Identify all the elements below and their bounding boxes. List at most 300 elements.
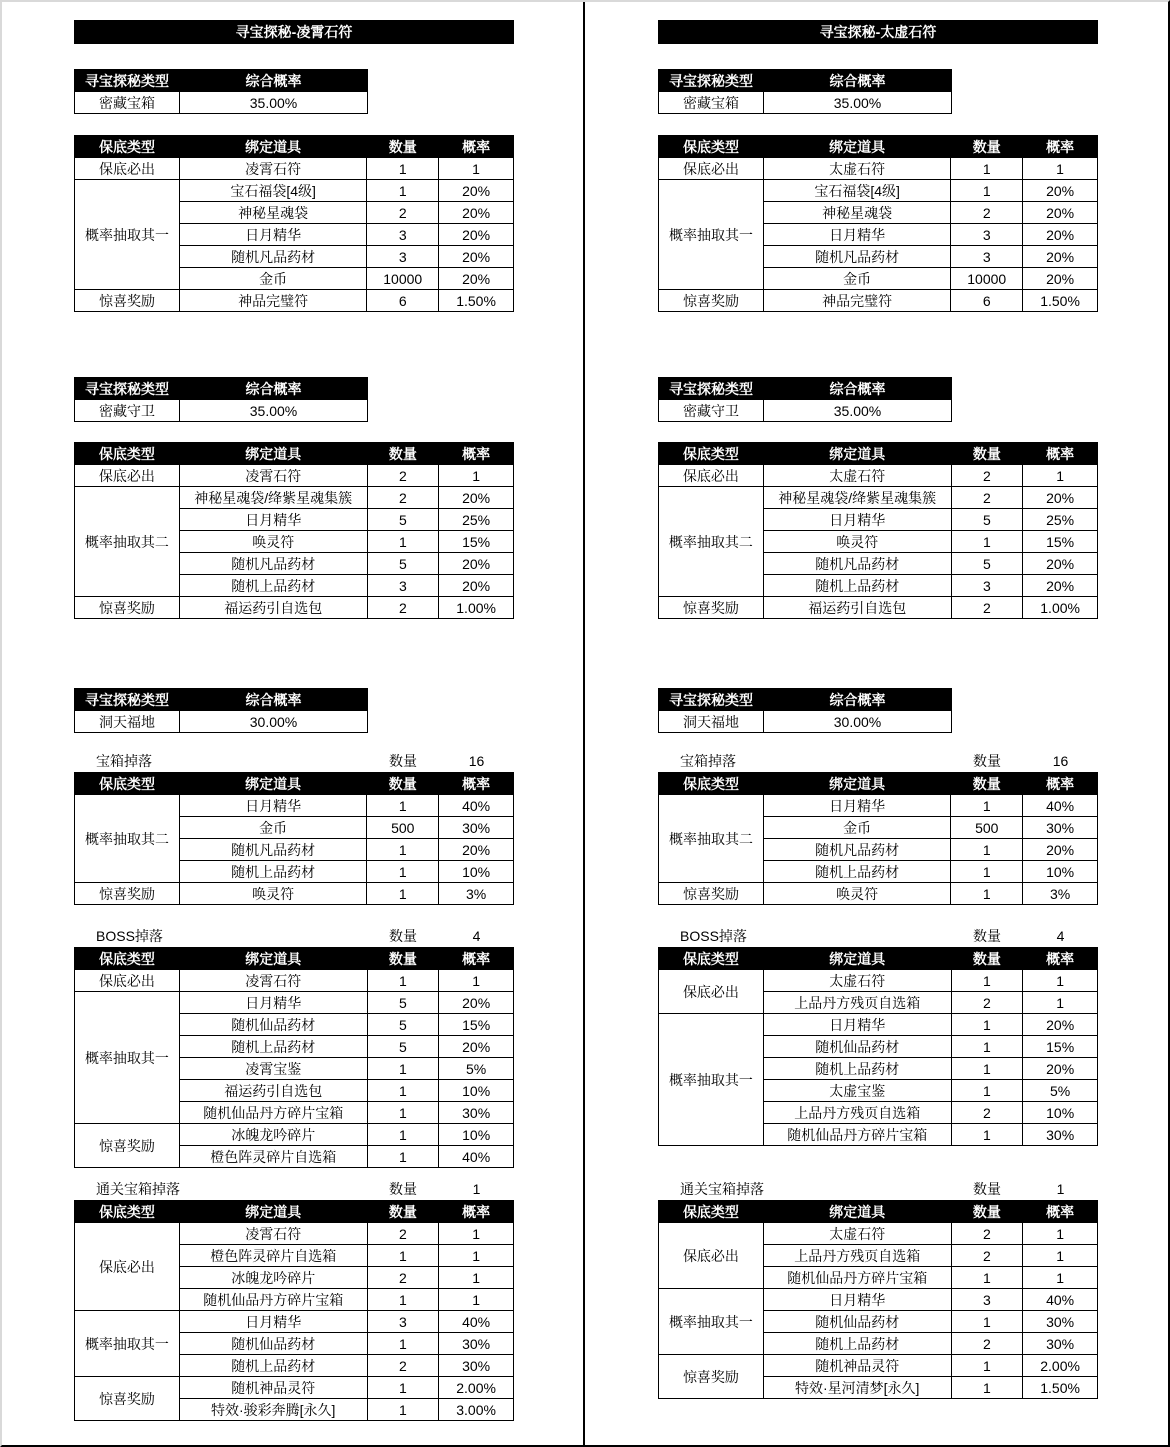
loot-header-row bbox=[75, 773, 514, 795]
loot-row bbox=[75, 883, 514, 905]
qty-cell: 1 bbox=[951, 1355, 1023, 1377]
summary-header-cell: 综合概率 bbox=[764, 378, 952, 400]
group-label-cell: 概率抽取其二 bbox=[75, 795, 180, 883]
section-loot bbox=[658, 772, 1098, 905]
summary-header-cell: 寻宝探秘类型 bbox=[659, 70, 764, 92]
loot-header-cell: 数量 bbox=[367, 136, 439, 158]
prob-cell: 30% bbox=[439, 1333, 514, 1355]
group-label-cell: 惊喜奖励 bbox=[659, 597, 764, 619]
qty-cell: 2 bbox=[367, 1355, 439, 1377]
qty-cell: 2 bbox=[951, 1333, 1023, 1355]
overall-probability-cell: 35.00% bbox=[764, 400, 952, 422]
quantity-value: 16 bbox=[468, 753, 485, 769]
loot-header-cell: 数量 bbox=[951, 1201, 1023, 1223]
qty-cell: 6 bbox=[367, 290, 439, 312]
qty-cell: 10000 bbox=[367, 268, 439, 290]
prob-cell: 2.00% bbox=[439, 1377, 514, 1399]
qty-cell: 1 bbox=[951, 861, 1023, 883]
item-cell: 随机凡品药材 bbox=[179, 246, 366, 268]
prob-cell: 25% bbox=[1023, 509, 1098, 531]
item-cell: 神秘星魂袋 bbox=[179, 202, 366, 224]
loot-header-cell: 概率 bbox=[1023, 1201, 1098, 1223]
summary-table bbox=[74, 69, 368, 114]
treasure-type-cell: 密藏守卫 bbox=[659, 400, 764, 422]
loot-header-cell: 概率 bbox=[1023, 136, 1098, 158]
item-cell: 日月精华 bbox=[179, 224, 366, 246]
loot-header-cell: 绑定道具 bbox=[179, 1201, 367, 1223]
loot-table bbox=[74, 947, 514, 1168]
item-cell: 日月精华 bbox=[763, 1289, 951, 1311]
item-cell: 随机仙品丹方碎片宝箱 bbox=[763, 1267, 951, 1289]
prob-cell: 20% bbox=[439, 487, 514, 509]
item-cell: 太虚石符 bbox=[763, 158, 950, 180]
qty-cell: 500 bbox=[951, 817, 1023, 839]
prob-cell: 10% bbox=[1023, 861, 1098, 883]
summary-header-cell: 综合概率 bbox=[764, 70, 952, 92]
drop-source-label: 宝箱掉落 bbox=[680, 753, 736, 769]
qty-cell: 2 bbox=[951, 487, 1023, 509]
loot-row bbox=[659, 487, 1098, 509]
prob-cell: 20% bbox=[1023, 202, 1098, 224]
loot-header-cell: 保底类型 bbox=[659, 443, 764, 465]
loot-header-cell: 数量 bbox=[367, 773, 439, 795]
qty-cell: 1 bbox=[951, 1267, 1023, 1289]
section-caption bbox=[74, 925, 514, 947]
qty-cell: 1 bbox=[367, 1245, 439, 1267]
group-label-cell: 惊喜奖励 bbox=[75, 290, 180, 312]
qty-cell: 2 bbox=[367, 487, 439, 509]
qty-cell: 5 bbox=[951, 509, 1023, 531]
summary-header-cell: 综合概率 bbox=[180, 689, 368, 711]
prob-cell: 1 bbox=[439, 158, 514, 180]
item-cell: 特效·星河清梦[永久] bbox=[763, 1377, 951, 1399]
prob-cell: 20% bbox=[1023, 839, 1098, 861]
group-label-cell: 概率抽取其一 bbox=[75, 1311, 180, 1377]
group-label-cell: 惊喜奖励 bbox=[75, 1377, 180, 1421]
section-caption bbox=[658, 925, 1098, 947]
loot-row bbox=[659, 1355, 1098, 1377]
summary-header-cell: 寻宝探秘类型 bbox=[75, 689, 180, 711]
item-cell: 太虚宝鉴 bbox=[763, 1080, 951, 1102]
group-label-cell: 概率抽取其一 bbox=[75, 992, 180, 1124]
qty-cell: 2 bbox=[367, 1223, 439, 1245]
summary-header-cell: 综合概率 bbox=[180, 378, 368, 400]
loot-row bbox=[659, 1223, 1098, 1245]
group-label-cell: 保底必出 bbox=[75, 465, 180, 487]
summary-header-cell: 寻宝探秘类型 bbox=[659, 378, 764, 400]
prob-cell: 5% bbox=[1023, 1080, 1098, 1102]
loot-table bbox=[74, 772, 514, 905]
summary-table bbox=[74, 377, 368, 422]
quantity-label: 数量 bbox=[389, 928, 417, 944]
item-cell: 随机凡品药材 bbox=[179, 553, 367, 575]
item-cell: 金币 bbox=[763, 817, 950, 839]
summary-header-row bbox=[75, 70, 368, 92]
item-cell: 上品丹方残页自选箱 bbox=[763, 1245, 951, 1267]
section-summary bbox=[74, 688, 514, 733]
drop-source-label: 通关宝箱掉落 bbox=[680, 1181, 764, 1197]
loot-row bbox=[659, 158, 1098, 180]
prob-cell: 3.00% bbox=[439, 1399, 514, 1421]
section-caption bbox=[658, 1178, 1098, 1200]
prob-cell: 1 bbox=[439, 465, 514, 487]
item-cell: 唤灵符 bbox=[179, 883, 366, 905]
qty-cell: 6 bbox=[951, 290, 1023, 312]
item-cell: 随机上品药材 bbox=[763, 575, 951, 597]
section-summary bbox=[658, 688, 1098, 733]
summary-header-row bbox=[659, 70, 952, 92]
prob-cell: 20% bbox=[439, 575, 514, 597]
prob-cell: 15% bbox=[1023, 1036, 1098, 1058]
loot-row bbox=[659, 597, 1098, 619]
prob-cell: 3% bbox=[439, 883, 514, 905]
qty-cell: 3 bbox=[367, 575, 439, 597]
item-cell: 金币 bbox=[179, 268, 366, 290]
item-cell: 太虚石符 bbox=[763, 465, 951, 487]
qty-cell: 2 bbox=[367, 597, 439, 619]
prob-cell: 1.00% bbox=[1023, 597, 1098, 619]
prob-cell: 25% bbox=[439, 509, 514, 531]
item-cell: 宝石福袋[4级] bbox=[763, 180, 950, 202]
loot-header-cell: 数量 bbox=[367, 1201, 439, 1223]
qty-cell: 1 bbox=[367, 1124, 439, 1146]
loot-row bbox=[659, 180, 1098, 202]
qty-cell: 500 bbox=[367, 817, 439, 839]
item-cell: 日月精华 bbox=[179, 1311, 367, 1333]
item-cell: 福运药引自选包 bbox=[179, 597, 367, 619]
prob-cell: 20% bbox=[1023, 1058, 1098, 1080]
drop-caption-row bbox=[74, 925, 514, 947]
loot-table bbox=[658, 947, 1098, 1146]
loot-row bbox=[75, 1311, 514, 1333]
qty-cell: 1 bbox=[367, 1058, 439, 1080]
quantity-value: 1 bbox=[472, 1181, 481, 1197]
group-label-cell: 惊喜奖励 bbox=[659, 1355, 764, 1399]
section-summary bbox=[74, 377, 514, 422]
prob-cell: 40% bbox=[1023, 795, 1098, 817]
loot-header-cell: 保底类型 bbox=[75, 443, 180, 465]
prob-cell: 1 bbox=[439, 970, 514, 992]
qty-cell: 1 bbox=[951, 1377, 1023, 1399]
qty-cell: 10000 bbox=[951, 268, 1023, 290]
group-label-cell: 保底必出 bbox=[659, 158, 764, 180]
qty-cell: 1 bbox=[367, 839, 439, 861]
item-cell: 随机上品药材 bbox=[179, 1355, 367, 1377]
group-label-cell: 概率抽取其一 bbox=[659, 1014, 764, 1146]
prob-cell: 20% bbox=[1023, 487, 1098, 509]
qty-cell: 1 bbox=[951, 180, 1023, 202]
drop-caption-row bbox=[658, 750, 1098, 772]
summary-header-row bbox=[75, 689, 368, 711]
item-cell: 神秘星魂袋/绛紫星魂集簇 bbox=[763, 487, 951, 509]
drop-source-label: BOSS掉落 bbox=[680, 928, 747, 944]
drop-caption-row bbox=[74, 750, 514, 772]
item-cell: 随机仙品丹方碎片宝箱 bbox=[179, 1289, 367, 1311]
qty-cell: 2 bbox=[951, 202, 1023, 224]
loot-header-row bbox=[659, 948, 1098, 970]
item-cell: 唤灵符 bbox=[763, 531, 951, 553]
summary-data-row bbox=[75, 92, 368, 114]
qty-cell: 1 bbox=[951, 1014, 1023, 1036]
prob-cell: 40% bbox=[439, 1311, 514, 1333]
sheet-title: 寻宝探秘-太虚石符 bbox=[658, 20, 1098, 44]
item-cell: 随机上品药材 bbox=[179, 861, 366, 883]
section-banner bbox=[74, 20, 514, 44]
summary-header-cell: 综合概率 bbox=[180, 70, 368, 92]
prob-cell: 1 bbox=[1023, 992, 1098, 1014]
prob-cell: 5% bbox=[439, 1058, 514, 1080]
prob-cell: 1.00% bbox=[439, 597, 514, 619]
qty-cell: 3 bbox=[367, 1311, 439, 1333]
loot-row bbox=[75, 1223, 514, 1245]
prob-cell: 1 bbox=[1023, 1245, 1098, 1267]
qty-cell: 1 bbox=[367, 861, 439, 883]
prob-cell: 30% bbox=[439, 1355, 514, 1377]
prob-cell: 1 bbox=[439, 1267, 514, 1289]
qty-cell: 1 bbox=[951, 795, 1023, 817]
loot-row bbox=[75, 970, 514, 992]
loot-header-cell: 绑定道具 bbox=[763, 443, 951, 465]
quantity-value: 16 bbox=[1052, 753, 1069, 769]
prob-cell: 20% bbox=[439, 180, 514, 202]
overall-probability-cell: 30.00% bbox=[180, 711, 368, 733]
item-cell: 福运药引自选包 bbox=[763, 597, 951, 619]
loot-header-cell: 概率 bbox=[1023, 443, 1098, 465]
loot-header-row bbox=[659, 136, 1098, 158]
section-summary bbox=[74, 69, 514, 114]
group-label-cell: 概率抽取其二 bbox=[659, 487, 764, 597]
item-cell: 金币 bbox=[763, 268, 950, 290]
qty-cell: 5 bbox=[367, 1036, 439, 1058]
summary-table bbox=[74, 688, 368, 733]
group-label-cell: 惊喜奖励 bbox=[659, 290, 764, 312]
group-label-cell: 概率抽取其二 bbox=[659, 795, 764, 883]
qty-cell: 1 bbox=[367, 1289, 439, 1311]
item-cell: 冰魄龙吟碎片 bbox=[179, 1267, 367, 1289]
qty-cell: 5 bbox=[951, 553, 1023, 575]
summary-header-cell: 寻宝探秘类型 bbox=[659, 689, 764, 711]
qty-cell: 1 bbox=[367, 180, 439, 202]
qty-cell: 1 bbox=[951, 158, 1023, 180]
item-cell: 随机仙品丹方碎片宝箱 bbox=[179, 1102, 367, 1124]
loot-header-cell: 数量 bbox=[367, 443, 439, 465]
loot-header-cell: 概率 bbox=[439, 1201, 514, 1223]
loot-header-cell: 绑定道具 bbox=[179, 136, 366, 158]
item-cell: 随机上品药材 bbox=[179, 575, 367, 597]
item-cell: 神品完璧符 bbox=[763, 290, 950, 312]
item-cell: 上品丹方残页自选箱 bbox=[763, 1102, 951, 1124]
loot-row bbox=[75, 465, 514, 487]
qty-cell: 1 bbox=[367, 1102, 439, 1124]
item-cell: 随机上品药材 bbox=[179, 1036, 367, 1058]
quantity-label: 数量 bbox=[389, 753, 417, 769]
item-cell: 日月精华 bbox=[179, 795, 366, 817]
qty-cell: 1 bbox=[367, 1399, 439, 1421]
item-cell: 凌霄石符 bbox=[179, 1223, 367, 1245]
loot-header-cell: 概率 bbox=[439, 443, 514, 465]
qty-cell: 1 bbox=[951, 531, 1023, 553]
summary-header-cell: 寻宝探秘类型 bbox=[75, 70, 180, 92]
qty-cell: 2 bbox=[951, 1223, 1023, 1245]
prob-cell: 20% bbox=[1023, 268, 1098, 290]
prob-cell: 20% bbox=[1023, 224, 1098, 246]
left-column-lingxiao bbox=[74, 2, 514, 1445]
summary-data-row bbox=[659, 92, 952, 114]
section-loot bbox=[658, 135, 1098, 312]
item-cell: 唤灵符 bbox=[763, 883, 950, 905]
loot-header-row bbox=[75, 948, 514, 970]
prob-cell: 2.00% bbox=[1023, 1355, 1098, 1377]
loot-header-cell: 数量 bbox=[367, 948, 439, 970]
prob-cell: 20% bbox=[1023, 575, 1098, 597]
section-loot bbox=[74, 442, 514, 619]
loot-header-cell: 绑定道具 bbox=[763, 773, 950, 795]
summary-table bbox=[658, 69, 952, 114]
prob-cell: 30% bbox=[439, 1102, 514, 1124]
loot-header-cell: 数量 bbox=[951, 136, 1023, 158]
loot-table bbox=[658, 442, 1098, 619]
item-cell: 金币 bbox=[179, 817, 366, 839]
overall-probability-cell: 30.00% bbox=[764, 711, 952, 733]
loot-row bbox=[659, 465, 1098, 487]
item-cell: 随机仙品药材 bbox=[179, 1014, 367, 1036]
section-loot bbox=[74, 135, 514, 312]
qty-cell: 3 bbox=[367, 246, 439, 268]
section-caption bbox=[74, 1178, 514, 1200]
qty-cell: 3 bbox=[951, 246, 1023, 268]
prob-cell: 1.50% bbox=[1023, 1377, 1098, 1399]
item-cell: 神秘星魂袋 bbox=[763, 202, 950, 224]
summary-table bbox=[658, 377, 952, 422]
right-column-taixu bbox=[658, 2, 1098, 1445]
qty-cell: 5 bbox=[367, 509, 439, 531]
loot-header-row bbox=[659, 1201, 1098, 1223]
qty-cell: 1 bbox=[367, 883, 439, 905]
treasure-type-cell: 密藏宝箱 bbox=[659, 92, 764, 114]
item-cell: 凌霄石符 bbox=[179, 970, 367, 992]
loot-header-cell: 保底类型 bbox=[75, 948, 180, 970]
item-cell: 神秘星魂袋/绛紫星魂集簇 bbox=[179, 487, 367, 509]
group-label-cell: 惊喜奖励 bbox=[659, 883, 764, 905]
section-loot bbox=[74, 947, 514, 1168]
drop-caption-row bbox=[658, 1178, 1098, 1200]
qty-cell: 1 bbox=[367, 1146, 439, 1168]
loot-header-cell: 概率 bbox=[439, 948, 514, 970]
quantity-value: 4 bbox=[1056, 928, 1065, 944]
qty-cell: 1 bbox=[367, 1333, 439, 1355]
prob-cell: 20% bbox=[439, 268, 514, 290]
section-banner bbox=[658, 20, 1098, 44]
item-cell: 日月精华 bbox=[179, 509, 367, 531]
loot-header-cell: 保底类型 bbox=[75, 1201, 180, 1223]
prob-cell: 20% bbox=[439, 553, 514, 575]
group-label-cell: 惊喜奖励 bbox=[75, 883, 180, 905]
qty-cell: 1 bbox=[951, 1058, 1023, 1080]
qty-cell: 2 bbox=[367, 202, 439, 224]
loot-row bbox=[75, 158, 514, 180]
item-cell: 凌霄石符 bbox=[179, 465, 367, 487]
item-cell: 日月精华 bbox=[763, 224, 950, 246]
loot-row bbox=[659, 1014, 1098, 1036]
item-cell: 日月精华 bbox=[179, 992, 367, 1014]
item-cell: 橙色阵灵碎片自选箱 bbox=[179, 1245, 367, 1267]
item-cell: 随机凡品药材 bbox=[179, 839, 366, 861]
prob-cell: 30% bbox=[1023, 1311, 1098, 1333]
quantity-label: 数量 bbox=[973, 1181, 1001, 1197]
loot-header-row bbox=[75, 136, 514, 158]
loot-header-cell: 数量 bbox=[951, 948, 1023, 970]
loot-header-cell: 绑定道具 bbox=[179, 443, 367, 465]
qty-cell: 2 bbox=[951, 1245, 1023, 1267]
prob-cell: 10% bbox=[439, 861, 514, 883]
section-loot bbox=[658, 442, 1098, 619]
loot-header-cell: 绑定道具 bbox=[763, 136, 950, 158]
item-cell: 日月精华 bbox=[763, 1014, 951, 1036]
prob-cell: 10% bbox=[439, 1080, 514, 1102]
item-cell: 凌霄石符 bbox=[179, 158, 366, 180]
qty-cell: 3 bbox=[367, 224, 439, 246]
qty-cell: 1 bbox=[951, 1311, 1023, 1333]
item-cell: 宝石福袋[4级] bbox=[179, 180, 366, 202]
item-cell: 随机仙品丹方碎片宝箱 bbox=[763, 1124, 951, 1146]
group-label-cell: 惊喜奖励 bbox=[75, 597, 180, 619]
loot-header-cell: 绑定道具 bbox=[763, 1201, 951, 1223]
treasure-type-cell: 密藏宝箱 bbox=[75, 92, 180, 114]
group-label-cell: 概率抽取其二 bbox=[75, 487, 180, 597]
drop-source-label: BOSS掉落 bbox=[96, 928, 163, 944]
summary-data-row bbox=[75, 711, 368, 733]
loot-row bbox=[659, 970, 1098, 992]
item-cell: 唤灵符 bbox=[179, 531, 367, 553]
prob-cell: 1 bbox=[1023, 158, 1098, 180]
item-cell: 上品丹方残页自选箱 bbox=[763, 992, 951, 1014]
qty-cell: 1 bbox=[951, 1080, 1023, 1102]
qty-cell: 1 bbox=[951, 883, 1023, 905]
prob-cell: 1 bbox=[1023, 1267, 1098, 1289]
qty-cell: 1 bbox=[951, 839, 1023, 861]
treasure-type-cell: 密藏守卫 bbox=[75, 400, 180, 422]
prob-cell: 20% bbox=[439, 992, 514, 1014]
qty-cell: 3 bbox=[951, 1289, 1023, 1311]
summary-header-row bbox=[659, 378, 952, 400]
loot-header-row bbox=[75, 1201, 514, 1223]
drop-caption-row bbox=[74, 1178, 514, 1200]
column-divider bbox=[583, 2, 585, 1445]
qty-cell: 2 bbox=[367, 1267, 439, 1289]
loot-table bbox=[74, 442, 514, 619]
prob-cell: 1.50% bbox=[1023, 290, 1098, 312]
summary-header-cell: 综合概率 bbox=[764, 689, 952, 711]
loot-row bbox=[75, 795, 514, 817]
item-cell: 随机上品药材 bbox=[763, 861, 950, 883]
quantity-value: 1 bbox=[1056, 1181, 1065, 1197]
sheet-title: 寻宝探秘-凌霄石符 bbox=[74, 20, 514, 44]
quantity-label: 数量 bbox=[973, 928, 1001, 944]
item-cell: 日月精华 bbox=[763, 509, 951, 531]
group-label-cell: 保底必出 bbox=[75, 158, 180, 180]
section-caption bbox=[658, 750, 1098, 772]
loot-header-cell: 概率 bbox=[1023, 773, 1098, 795]
loot-table bbox=[658, 772, 1098, 905]
qty-cell: 1 bbox=[367, 1080, 439, 1102]
qty-cell: 3 bbox=[951, 224, 1023, 246]
loot-row bbox=[75, 290, 514, 312]
loot-row bbox=[75, 597, 514, 619]
qty-cell: 1 bbox=[951, 1124, 1023, 1146]
section-loot bbox=[658, 1200, 1098, 1399]
loot-header-row bbox=[659, 443, 1098, 465]
prob-cell: 20% bbox=[439, 839, 514, 861]
